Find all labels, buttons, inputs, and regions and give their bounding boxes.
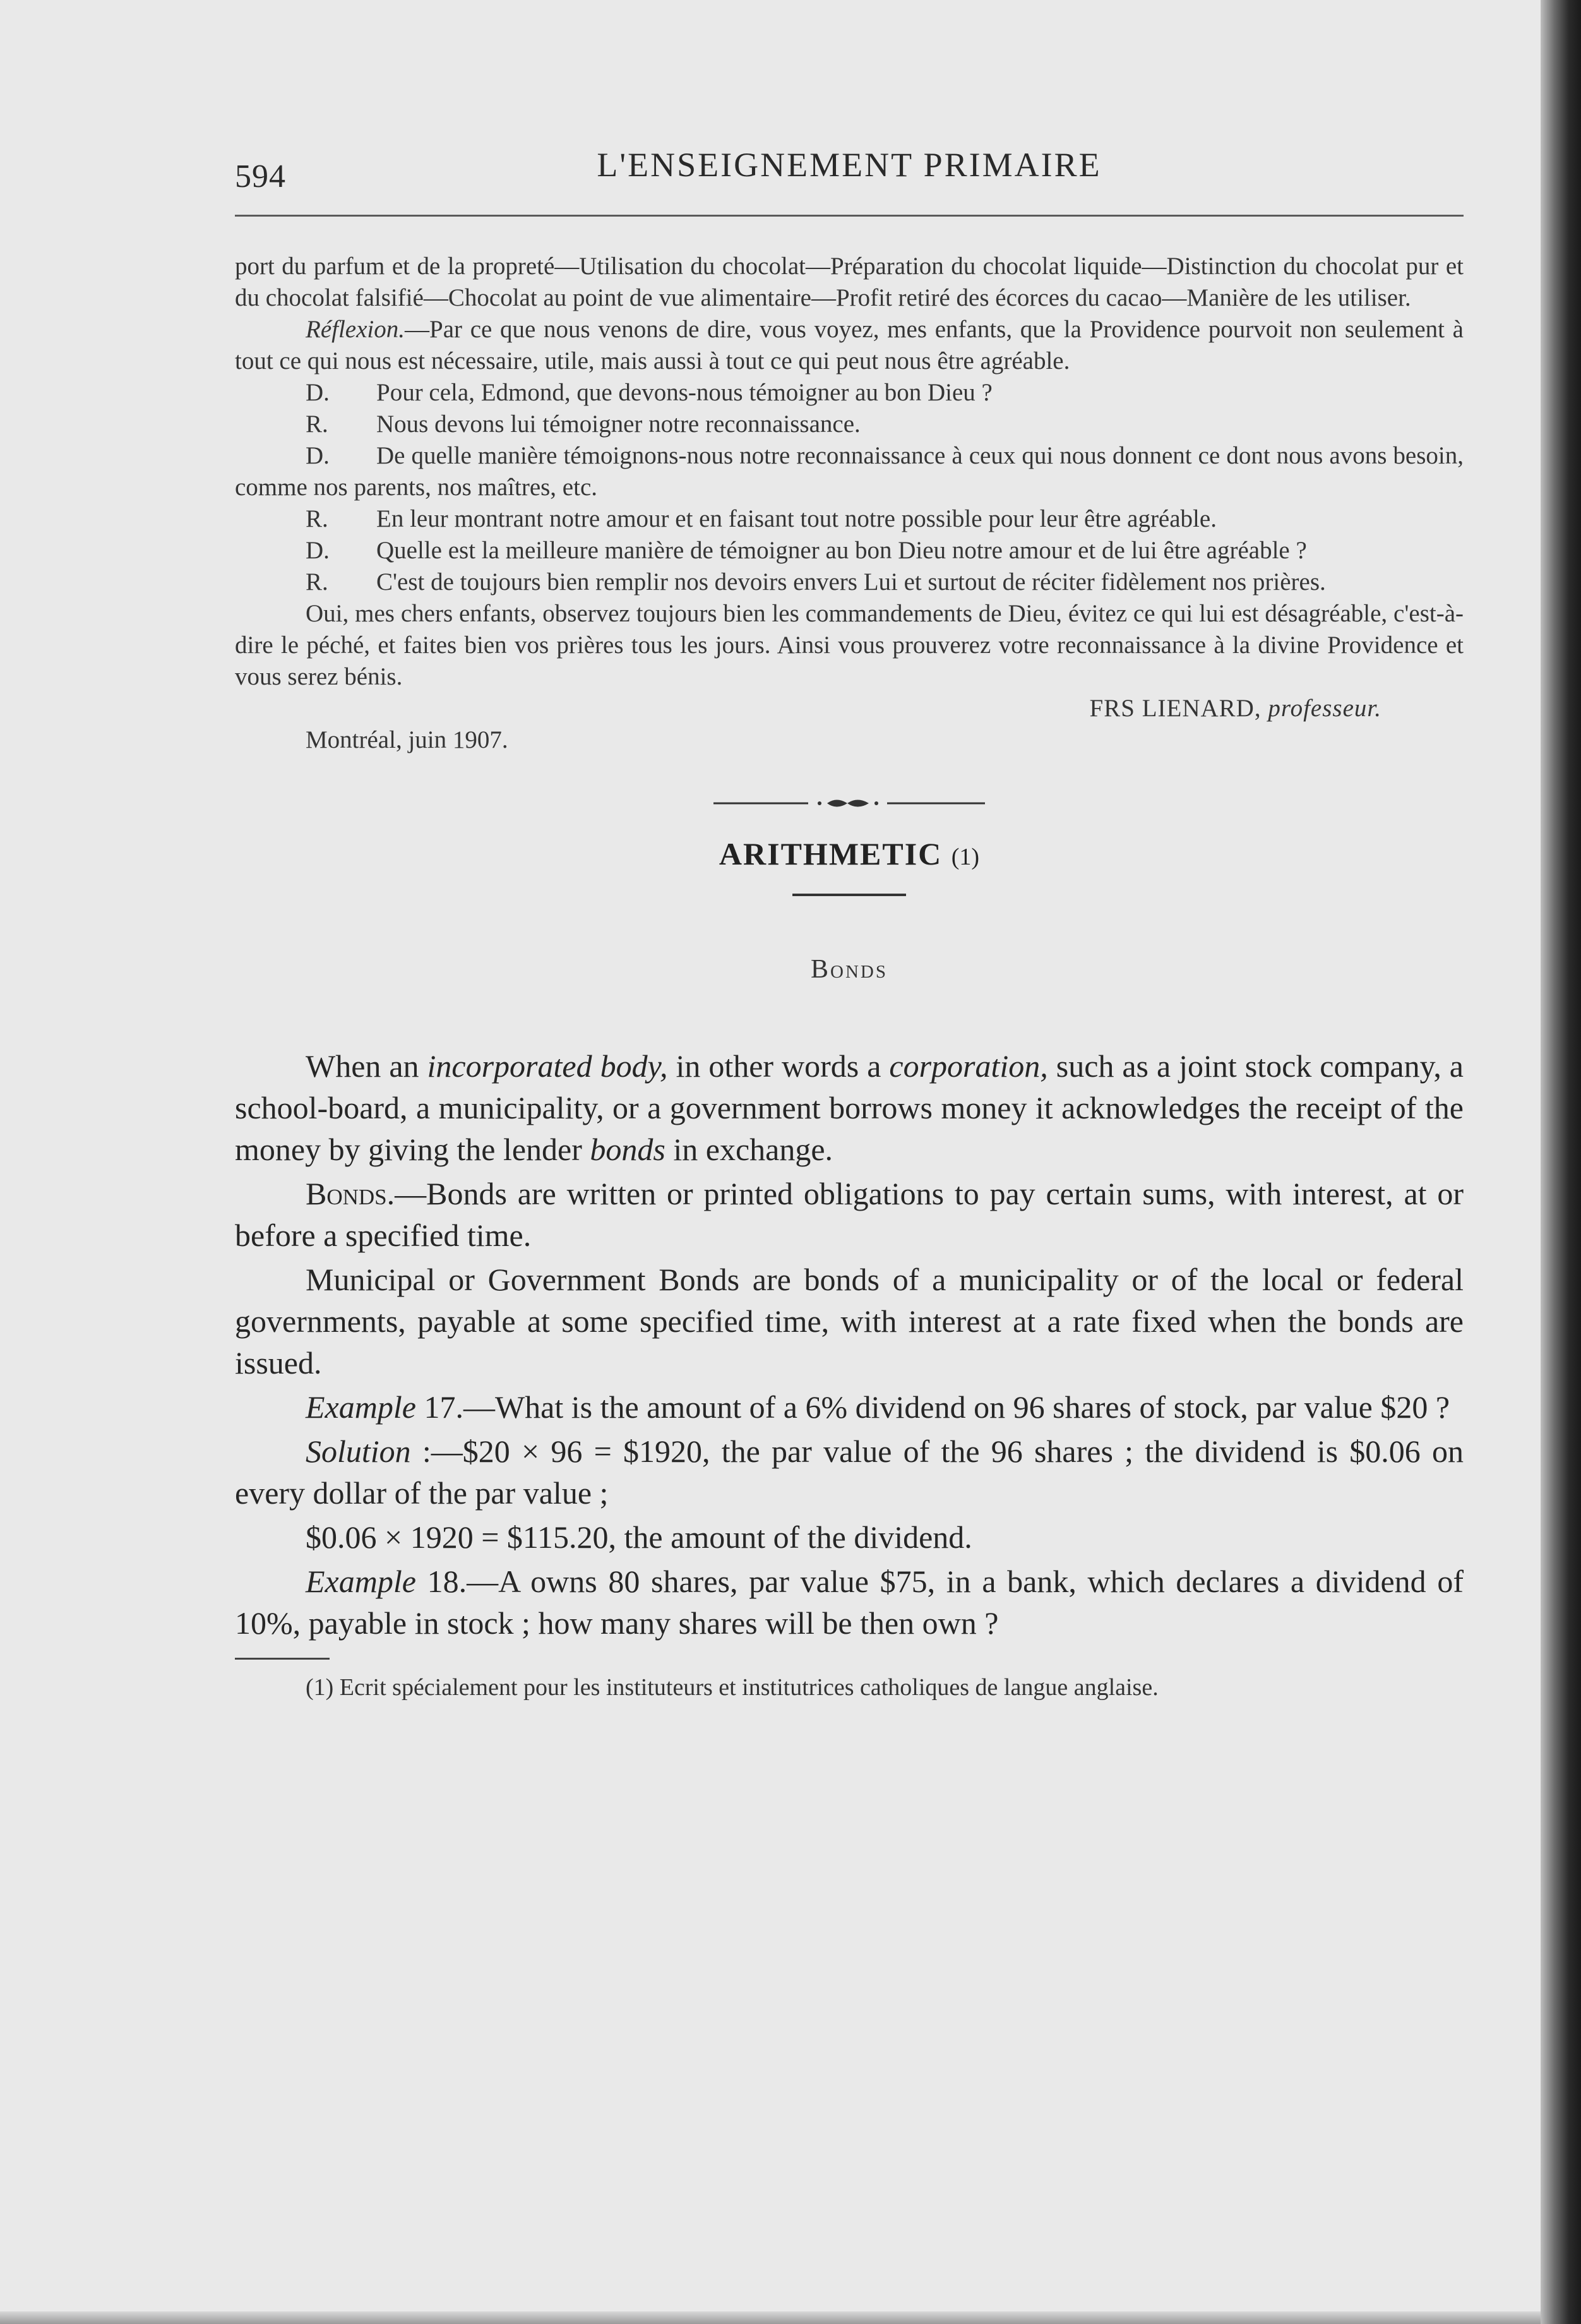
footnote — [235, 1672, 1464, 1703]
page-header — [235, 133, 1464, 195]
solution-paragraph — [235, 1430, 1464, 1514]
dialogue-text: En leur montrant notre amour et en faisant tout notre possible pour leur être agréable. — [376, 505, 1217, 532]
dialogue-speaker: R. — [306, 410, 328, 438]
dialogue-line — [235, 566, 1464, 598]
text-run: 17.—What is the amount of a 6% dividend on 96 shares of stock, par value $20 ? — [415, 1389, 1450, 1425]
header-rule — [235, 215, 1464, 217]
dialogue-speaker: D. — [306, 379, 330, 406]
text-run: in exchange. — [665, 1132, 833, 1167]
signature-title: professeur. — [1268, 695, 1381, 722]
text-run: :—$20 × 96 = $1920, the par value of the 96 shares ; the dividend is $0.06 on every dollar of the par value ; — [235, 1434, 1464, 1511]
reflexion-paragraph — [235, 314, 1464, 377]
dialogue-text: C'est de toujours bien remplir nos devoirs envers Lui et surtout de réciter fidèlement nos prières. — [376, 568, 1326, 596]
dialogue-line — [235, 503, 1464, 535]
example-label: Example — [306, 1389, 416, 1425]
title-rule — [792, 894, 906, 896]
footnote-reference: (1) — [951, 844, 980, 870]
dialogue-text: Nous devons lui témoigner notre reconnaissance. — [376, 410, 861, 438]
dialogue-line — [235, 377, 1464, 409]
closing-paragraph: Oui, mes chers enfants, observez toujours bien les commandements de Dieu, évitez ce qui lui est désagréable, c'est-à-dire le péché, et faites bien vos prières tous les jours. Ainsi vous prouverez votre reconnaissance à la divine Providence et vous serez bénis. — [235, 600, 1464, 690]
reflexion-label: Réflexion. — [306, 316, 405, 343]
arithmetic-title — [235, 836, 1464, 872]
page-bottom-edge — [0, 2311, 1541, 2324]
emphasis-term: incorporated body, — [427, 1048, 668, 1084]
solution-result: $0.06 × 1920 = $115.20, the amount of the dividend. — [306, 1519, 972, 1555]
page-content — [235, 133, 1464, 1703]
reflexion-text: —Par ce que nous venons de dire, vous voyez, mes enfants, que la Providence pourvoit non seulement à tout ce qui nous est nécessaire, utile, mais aussi à tout ce qui peut nous être agréable. — [235, 316, 1464, 374]
book-binding-shadow — [1541, 0, 1581, 2324]
example-label: Example — [306, 1564, 416, 1599]
dialogue-speaker: D. — [306, 442, 330, 469]
text-run: When an — [306, 1048, 427, 1084]
example-18 — [235, 1560, 1464, 1644]
example-17 — [235, 1386, 1464, 1428]
ornament-icon — [713, 794, 985, 813]
municipal-bonds-paragraph: Municipal or Government Bonds are bonds of a municipality or of the local or federal governments, payable at some specified time, with interest at a rate fixed when the bonds are issued. — [235, 1262, 1464, 1381]
footnote-text: (1) Ecrit spécialement pour les instituteurs et institutrices catholiques de langue anglaise. — [306, 1674, 1159, 1701]
dialogue-line — [235, 440, 1464, 503]
running-title: L'ENSEIGNEMENT PRIMAIRE — [597, 146, 1102, 184]
solution-label: Solution — [306, 1434, 411, 1469]
dialogue-speaker: D. — [306, 537, 330, 564]
dialogue-text: Pour cela, Edmond, que devons-nous témoigner au bon Dieu ? — [376, 379, 993, 406]
arithmetic-body — [235, 1045, 1464, 1644]
bonds-subheading: Bonds — [811, 955, 888, 984]
dialogue-line — [235, 409, 1464, 440]
dialogue-speaker: R. — [306, 568, 328, 596]
emphasis-term: corporation, — [889, 1048, 1048, 1084]
text-run: such as a joint stock company, a school-board, a municipality, or a government borrows money it acknowledges the receipt of the money by giving the lender — [235, 1048, 1464, 1167]
section-ornament — [713, 794, 985, 813]
bonds-definition — [235, 1173, 1464, 1256]
text-run: in other words a — [667, 1048, 890, 1084]
text-run: 18.—A owns 80 shares, par value $75, in a bank, which declares a dividend of 10%, payable in stock ; how many shares will be then own ? — [235, 1564, 1464, 1641]
emphasis-term: bonds — [590, 1132, 665, 1167]
place-date: Montréal, juin 1907. — [306, 726, 508, 753]
footnote-rule — [235, 1658, 330, 1660]
intro-paragraph — [235, 1045, 1464, 1170]
definition-label: Bonds. — [306, 1176, 395, 1211]
dialogue-speaker: R. — [306, 505, 328, 532]
dialogue-text: De quelle manière témoignons-nous notre reconnaissance à ceux qui nous donnent ce dont nous avons besoin, comme nos parents, nos maîtres, etc. — [235, 442, 1464, 501]
lesson-continuation: port du parfum et de la propreté—Utilisation du chocolat—Préparation du chocolat liquide—Distinction du chocolat pur et du chocolat falsifié—Chocolat au point de vue alimentaire—Profit retiré des écorces du cacao—Manière de les utiliser. — [235, 253, 1464, 311]
signature-name: FRS LIENARD, — [1089, 695, 1262, 722]
dialogue-line — [235, 535, 1464, 566]
arithmetic-title-text: ARITHMETIC — [719, 836, 943, 872]
french-lesson-section — [235, 251, 1464, 756]
text-run: —Bonds are written or printed obligations to pay certain sums, with interest, at or before a specified time. — [235, 1176, 1464, 1253]
page-number: 594 — [235, 159, 286, 195]
author-signature — [235, 693, 1464, 724]
dialogue-text: Quelle est la meilleure manière de témoigner au bon Dieu notre amour et de lui être agréable ? — [376, 537, 1307, 564]
